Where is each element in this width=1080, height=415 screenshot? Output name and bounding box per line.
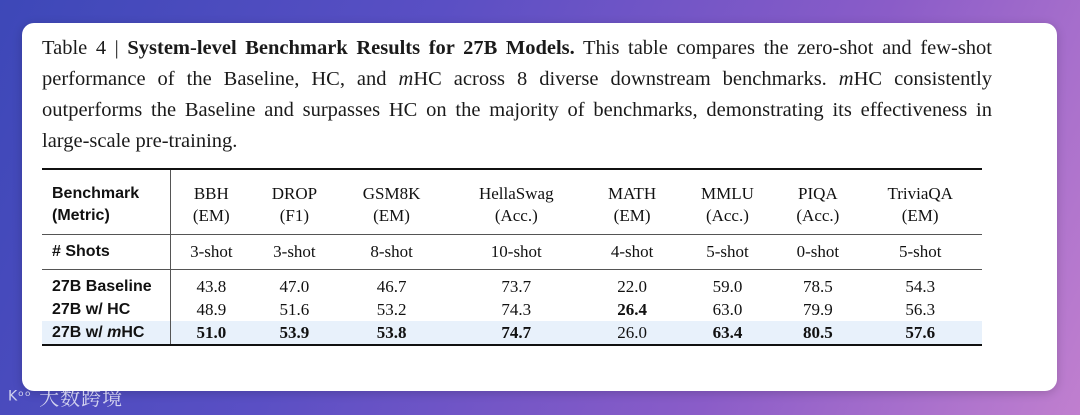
header-col: GSM8K (EM): [337, 169, 446, 235]
benchmark-table: [42, 168, 982, 346]
table-caption: [42, 33, 992, 157]
value-cell: 26.0: [587, 321, 678, 345]
watermark-text: 大数跨境: [39, 386, 124, 410]
header-col: BBH (EM): [171, 169, 252, 235]
header-col: MMLU (Acc.): [678, 169, 778, 235]
value-cell: 51.0: [171, 321, 252, 345]
header-col: TriviaQA (EM): [858, 169, 982, 235]
shots-cell: 10-shot: [446, 235, 587, 270]
header-col: MATH (EM): [587, 169, 678, 235]
watermark-logo-icon: Kᵒᵒ: [8, 388, 32, 405]
value-cell: 63.4: [678, 321, 778, 345]
header-col: HellaSwag (Acc.): [446, 169, 587, 235]
value-cell: 74.3: [501, 300, 532, 319]
shots-cell: 5-shot: [858, 235, 982, 270]
shots-row: [42, 235, 982, 270]
caption-text-2: HC across 8 diverse downstream benchmarks.: [413, 68, 839, 90]
shots-cell: 3-shot: [171, 235, 252, 270]
shots-cell: 3-shot: [252, 235, 338, 270]
shots-label: # Shots: [42, 235, 171, 270]
caption-m-2: m: [838, 68, 854, 90]
value-cell: 22.0: [617, 277, 647, 296]
caption-m-1: m: [398, 68, 414, 90]
value-cell: 59.0: [712, 277, 743, 296]
value-cell: 47.0: [279, 277, 310, 296]
shots-cell: 0-shot: [777, 235, 858, 270]
value-cell: 73.7: [501, 277, 532, 296]
value-cell: 48.9: [196, 300, 227, 319]
value-cell: 57.6: [858, 321, 982, 345]
shots-cell: 4-shot: [587, 235, 678, 270]
value-cell: 54.3: [905, 277, 936, 296]
header-col: DROP (F1): [252, 169, 338, 235]
table-row-highlighted: [42, 321, 982, 345]
value-cell: 79.9: [802, 300, 833, 319]
header-row: [42, 169, 982, 235]
value-cell: 74.7: [446, 321, 587, 345]
value-cell: 26.4: [617, 300, 647, 319]
value-cell: 56.3: [905, 300, 936, 319]
value-cell: 53.9: [252, 321, 338, 345]
value-cell: 43.8: [196, 277, 227, 296]
shots-cell: 8-shot: [337, 235, 446, 270]
value-cell: 53.8: [337, 321, 446, 345]
value-cell: 46.7: [376, 277, 407, 296]
value-cell: 51.6: [279, 300, 310, 319]
shots-cell: 5-shot: [678, 235, 778, 270]
header-benchmark-metric: Benchmark (Metric): [42, 169, 171, 235]
row-label: 27B w/ HC: [42, 298, 171, 321]
caption-text-3: HC consistently outperforms the Baseline and surpasses HC on the majority of benchmarks, demonstrating its effectiveness in large-scale pre-training.: [42, 68, 993, 152]
caption-text-1: This table compares the zero-shot and few-shot performance of the Baseline, HC, and: [42, 37, 992, 90]
value-cell: 53.2: [376, 300, 407, 319]
table-row: [42, 298, 982, 321]
row-label: 27B Baseline: [42, 270, 171, 299]
header-col: PIQA (Acc.): [777, 169, 858, 235]
watermark: [8, 382, 123, 411]
value-cell: 78.5: [802, 277, 833, 296]
row-label: 27B w/ mHC: [42, 321, 171, 345]
caption-label: Table 4 |: [42, 37, 128, 59]
caption-title: System-level Benchmark Results for 27B Models.: [127, 37, 575, 59]
value-cell: 63.0: [712, 300, 743, 319]
value-cell: 80.5: [777, 321, 858, 345]
table-row: [42, 270, 982, 299]
